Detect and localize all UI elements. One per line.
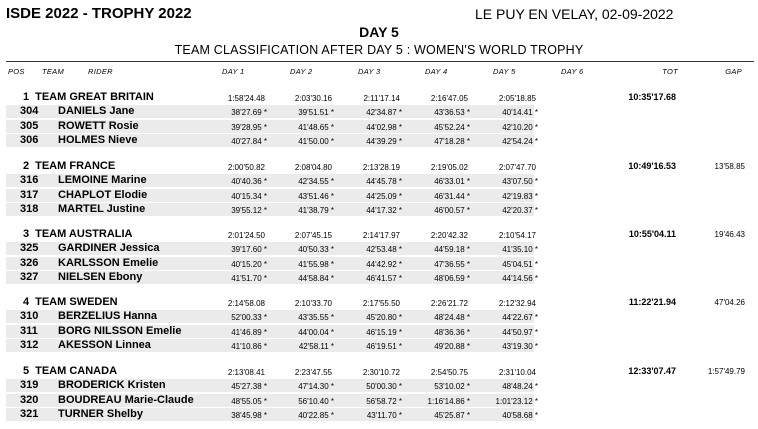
rider-number: 311 xyxy=(20,324,38,337)
rider-name: BRODERICK Kristen xyxy=(58,379,166,391)
col-header-gap: GAP xyxy=(725,67,742,76)
rider-name: LEMOINE Marine xyxy=(58,174,147,186)
rider-day-time: 48'36.36 * xyxy=(434,327,470,337)
rider-row xyxy=(0,271,758,285)
rider-name: MARTEL Justine xyxy=(58,203,146,215)
rider-day-time: 47'36.55 * xyxy=(434,259,470,269)
rider-day-time: 42'54.24 * xyxy=(502,137,538,146)
rider-row xyxy=(0,120,758,134)
rider-number: 326 xyxy=(20,256,39,269)
rider-day-time: 39'55.12 * xyxy=(231,206,267,215)
rider-day-time: 41'55.98 * xyxy=(298,259,334,269)
rider-day-time: 52'00.33 * xyxy=(231,313,267,322)
rider-day-time: 43'35.55 * xyxy=(298,313,334,322)
rider-day-time: 43'07.50 * xyxy=(502,177,538,186)
rider-day-time: 39'51.51 * xyxy=(298,108,334,117)
team-day-time: 2:16'47.05 xyxy=(430,94,468,103)
rider-day-time: 1:01'23.12 * xyxy=(495,396,538,406)
team-day-time: 2:26'21.72 xyxy=(430,299,468,308)
rider-row xyxy=(0,310,758,324)
team-day-time: 2:14'17.97 xyxy=(362,231,400,240)
team-gap: 1:57'49.79 xyxy=(707,367,745,376)
rider-day-time: 43'11.70 * xyxy=(366,411,402,420)
rider-number: 319 xyxy=(20,379,39,391)
rider-day-time: 56'10.40 * xyxy=(298,396,334,406)
rider-day-time: 44'45.78 * xyxy=(366,177,402,186)
team-total-time: 11:22'21.94 xyxy=(628,297,676,307)
rider-day-time: 49'20.88 * xyxy=(434,342,470,351)
team-row xyxy=(0,365,758,379)
rider-number: 305 xyxy=(20,119,39,132)
rider-name: GARDINER Jessica xyxy=(58,242,160,254)
rider-number: 327 xyxy=(20,271,39,283)
team-day-time: 2:17'55.50 xyxy=(362,299,400,308)
rider-row xyxy=(0,242,758,256)
rider-number: 306 xyxy=(20,134,39,146)
team-day-time: 2:07'47.70 xyxy=(498,163,536,172)
rider-day-time: 41'10.86 * xyxy=(231,342,267,351)
event-title: ISDE 2022 - TROPHY 2022 xyxy=(6,5,192,22)
rider-day-time: 41'50.00 * xyxy=(298,137,334,146)
rider-number: 318 xyxy=(20,203,39,215)
team-day-time: 2:20'42.32 xyxy=(430,231,468,240)
team-day-time: 2:23'47.55 xyxy=(294,368,332,377)
rider-day-time: 45'25.87 * xyxy=(434,411,470,420)
team-total-time: 12:33'07.47 xyxy=(628,366,676,376)
team-day-time: 2:14'58.08 xyxy=(227,299,265,308)
rider-row xyxy=(0,408,758,422)
rider-day-time: 40'22.85 * xyxy=(298,411,334,420)
team-gap: 13'58.85 xyxy=(714,162,745,171)
col-header-pos: POS xyxy=(8,67,25,76)
team-label: TEAM SWEDEN xyxy=(35,296,118,308)
rider-day-time: 41'48.65 * xyxy=(298,122,334,132)
rider-day-time: 39'17.60 * xyxy=(231,245,267,254)
team-day-time: 2:19'05.02 xyxy=(430,163,468,172)
classification-subtitle: TEAM CLASSIFICATION AFTER DAY 5 : WOMEN'S WORLD TROPHY xyxy=(174,43,584,57)
rider-number: 317 xyxy=(20,188,39,201)
rider-name: BOUDREAU Marie-Claude xyxy=(58,393,194,406)
rider-number: 312 xyxy=(20,339,39,351)
team-day-time: 2:07'45.15 xyxy=(294,231,332,240)
rider-name: KARLSSON Emelie xyxy=(58,256,159,269)
team-row xyxy=(0,228,758,242)
rider-day-time: 47'18.28 * xyxy=(434,137,470,146)
col-header-day4: DAY 4 xyxy=(425,67,448,76)
rider-number: 325 xyxy=(20,242,39,254)
rider-day-time: 42'34.55 * xyxy=(298,177,334,186)
rider-day-time: 38'45.98 * xyxy=(231,411,267,420)
rider-day-time: 44'22.67 * xyxy=(502,313,538,322)
day-title: DAY 5 xyxy=(359,24,399,40)
rider-day-time: 44'00.04 * xyxy=(298,327,334,337)
rider-day-time: 43'36.53 * xyxy=(434,108,470,117)
team-label: TEAM GREAT BRITAIN xyxy=(35,91,154,103)
rider-day-time: 44'17.32 * xyxy=(366,206,402,215)
rider-day-time: 42'20.37 * xyxy=(502,206,538,215)
rider-day-time: 46'00.57 * xyxy=(434,206,470,215)
team-day-time: 2:08'04.80 xyxy=(294,163,332,172)
team-day-time: 2:13'08.41 xyxy=(227,368,265,377)
rider-day-time: 46'15.19 * xyxy=(366,327,402,337)
team-day-time: 2:03'30.16 xyxy=(294,94,332,103)
team-gap: 19'46.43 xyxy=(714,230,745,239)
rider-day-time: 42'10.20 * xyxy=(502,122,538,132)
rider-day-time: 1:16'14.86 * xyxy=(427,396,470,406)
team-day-time: 2:11'17.14 xyxy=(363,94,400,103)
team-total-time: 10:49'16.53 xyxy=(628,161,676,171)
rider-day-time: 45'20.80 * xyxy=(366,313,402,322)
header-separator xyxy=(6,61,754,62)
rider-row xyxy=(0,339,758,353)
rider-day-time: 38'27.69 * xyxy=(231,108,267,117)
team-day-time: 2:30'10.72 xyxy=(362,368,400,377)
team-day-time: 2:10'33.70 xyxy=(294,299,332,308)
rider-day-time: 40'58.68 * xyxy=(502,411,538,420)
team-total-time: 10:35'17.68 xyxy=(628,92,676,102)
team-name xyxy=(23,228,133,240)
rider-day-time: 41'46.89 * xyxy=(231,327,267,337)
col-header-team: TEAM xyxy=(42,67,65,76)
team-day-time: 2:01'24.50 xyxy=(227,231,265,240)
team-day-time: 2:13'28.19 xyxy=(362,163,400,172)
team-position: 4 xyxy=(23,296,30,308)
rider-name: DANIELS Jane xyxy=(58,105,135,117)
rider-row xyxy=(0,203,758,217)
rider-day-time: 44'59.18 * xyxy=(434,245,470,254)
rider-day-time: 48'24.48 * xyxy=(434,313,470,322)
col-header-tot: TOT xyxy=(662,67,678,76)
rider-day-time: 40'15.20 * xyxy=(231,259,267,269)
team-gap: 47'04.26 xyxy=(714,298,745,307)
rider-number: 316 xyxy=(20,174,39,186)
rider-day-time: 44'58.84 * xyxy=(298,274,334,283)
rider-row xyxy=(0,379,758,393)
rider-day-time: 46'19.51 * xyxy=(366,342,402,351)
rider-row xyxy=(0,189,758,203)
team-row xyxy=(0,91,758,105)
team-row xyxy=(0,296,758,310)
rider-name: AKESSON Linnea xyxy=(58,339,151,351)
rider-day-time: 39'28.95 * xyxy=(231,122,267,132)
team-day-time: 1:58'24.48 xyxy=(227,94,265,103)
rider-name: HOLMES Nieve xyxy=(58,134,138,146)
rider-day-time: 41'38.79 * xyxy=(298,206,334,215)
team-day-time: 2:00'50.82 xyxy=(227,163,265,172)
rider-day-time: 41'35.10 * xyxy=(502,245,538,254)
rider-day-time: 44'50.97 * xyxy=(502,327,538,337)
rider-day-time: 47'14.30 * xyxy=(298,382,334,391)
team-total-time: 10:55'04.11 xyxy=(628,229,676,239)
team-position: 3 xyxy=(23,228,30,240)
rider-day-time: 42'19.83 * xyxy=(502,191,538,201)
rider-day-time: 46'31.44 * xyxy=(434,191,470,201)
rider-name: BORG NILSSON Emelie xyxy=(58,324,182,337)
rider-day-time: 40'14.41 * xyxy=(502,108,538,117)
rider-name: CHAPLOT Elodie xyxy=(58,188,148,201)
rider-name: ROWETT Rosie xyxy=(58,119,139,132)
team-label: TEAM CANADA xyxy=(35,365,118,377)
col-header-day5: DAY 5 xyxy=(493,67,516,76)
rider-row xyxy=(0,174,758,188)
rider-day-time: 56'58.72 * xyxy=(366,396,402,406)
team-day-time: 2:10'54.17 xyxy=(498,231,536,240)
team-day-time: 2:05'18.85 xyxy=(498,94,536,103)
rider-day-time: 40'27.84 * xyxy=(231,137,267,146)
rider-day-time: 46'41.57 * xyxy=(366,274,402,283)
rider-number: 321 xyxy=(20,408,39,420)
team-name xyxy=(23,160,115,172)
rider-day-time: 42'53.48 * xyxy=(366,245,402,254)
rider-day-time: 45'04.51 * xyxy=(502,259,538,269)
team-position: 1 xyxy=(23,91,30,103)
rider-day-time: 43'51.46 * xyxy=(298,191,334,201)
rider-row xyxy=(0,257,758,271)
rider-day-time: 40'40.36 * xyxy=(231,177,267,186)
rider-day-time: 48'06.59 * xyxy=(434,274,470,283)
rider-row xyxy=(0,134,758,148)
col-header-rider: RIDER xyxy=(88,67,113,76)
rider-day-time: 48'48.24 * xyxy=(502,382,538,391)
rider-day-time: 44'42.92 * xyxy=(366,259,402,269)
rider-day-time: 44'39.29 * xyxy=(366,137,402,146)
rider-row xyxy=(0,394,758,408)
rider-day-time: 45'52.24 * xyxy=(434,122,470,132)
rider-number: 304 xyxy=(20,105,39,117)
rider-day-time: 42'34.87 * xyxy=(366,108,402,117)
team-row xyxy=(0,160,758,174)
team-name xyxy=(23,365,117,377)
rider-day-time: 41'51.70 * xyxy=(231,274,267,283)
team-position: 5 xyxy=(23,365,30,377)
rider-day-time: 40'15.34 * xyxy=(231,191,267,201)
rider-day-time: 44'25.09 * xyxy=(366,191,402,201)
rider-day-time: 46'33.01 * xyxy=(434,177,470,186)
location-date: LE PUY EN VELAY, 02-09-2022 xyxy=(475,6,674,22)
rider-day-time: 44'02.98 * xyxy=(366,122,402,132)
col-header-day1: DAY 1 xyxy=(222,67,245,76)
rider-day-time: 42'58.11 * xyxy=(298,342,334,351)
team-day-time: 2:12'32.94 xyxy=(498,299,536,308)
team-name xyxy=(23,91,154,103)
team-name xyxy=(23,296,118,308)
team-position: 2 xyxy=(23,160,30,172)
rider-day-time: 44'14.56 * xyxy=(502,274,538,283)
team-label: TEAM AUSTRALIA xyxy=(35,228,133,240)
rider-row xyxy=(0,105,758,119)
col-header-day2: DAY 2 xyxy=(290,67,313,76)
col-header-day3: DAY 3 xyxy=(358,67,381,76)
rider-name: BERZELIUS Hanna xyxy=(58,310,158,322)
rider-name: NIELSEN Ebony xyxy=(58,271,143,283)
col-header-day6: DAY 6 xyxy=(561,67,584,76)
rider-day-time: 48'55.05 * xyxy=(231,396,267,406)
rider-number: 320 xyxy=(20,393,39,406)
rider-day-time: 40'50.33 * xyxy=(298,245,334,254)
team-label: TEAM FRANCE xyxy=(35,160,116,172)
rider-name: TURNER Shelby xyxy=(58,408,143,420)
rider-day-time: 53'10.02 * xyxy=(434,382,470,391)
rider-day-time: 45'27.38 * xyxy=(231,382,267,391)
rider-number: 310 xyxy=(20,310,39,322)
rider-day-time: 43'19.30 * xyxy=(502,342,538,351)
rider-day-time: 50'00.30 * xyxy=(366,382,402,391)
team-day-time: 2:54'50.75 xyxy=(430,368,468,377)
team-day-time: 2:31'10.04 xyxy=(498,368,536,377)
rider-row xyxy=(0,325,758,339)
